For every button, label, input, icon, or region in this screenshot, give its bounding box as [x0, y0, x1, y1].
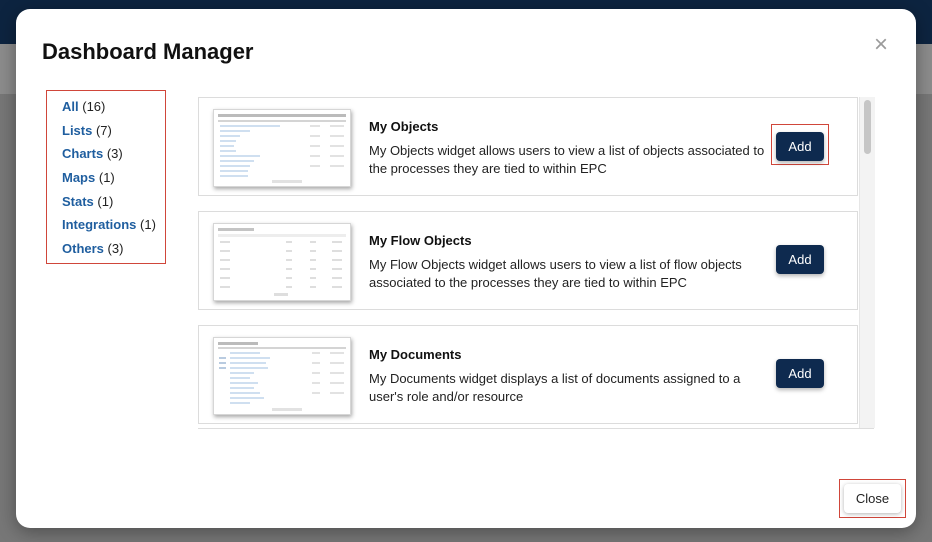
add-my-documents-button[interactable]: Add: [776, 359, 824, 388]
category-count: (16): [82, 99, 106, 114]
widget-title: My Objects: [369, 119, 439, 134]
category-link-lists[interactable]: Lists: [62, 122, 93, 138]
category-link-others[interactable]: Others: [62, 241, 104, 257]
widget-description: My Objects widget allows users to view a list of objects associated to the processes they are tied to within EPC: [369, 143, 765, 176]
widget-list: [198, 97, 874, 429]
add-my-objects-button[interactable]: Add: [776, 132, 824, 161]
widget-preview-image: [213, 223, 351, 301]
widget-card-my-flow-objects: [198, 211, 858, 310]
widget-preview-image: [213, 109, 351, 187]
category-link-stats[interactable]: Stats: [62, 193, 94, 209]
category-integrations: [62, 216, 156, 240]
close-button[interactable]: Close: [844, 484, 901, 513]
modal-title: Dashboard Manager: [42, 39, 254, 64]
category-maps: [62, 169, 156, 193]
category-all: [62, 98, 156, 122]
widget-description: My Documents widget displays a list of documents assigned to a user's role and/or resource: [369, 371, 741, 404]
category-stats: [62, 193, 156, 217]
scrollbar-thumb[interactable]: [864, 100, 871, 154]
category-count: (3): [107, 241, 124, 257]
widget-title: My Documents: [369, 347, 462, 362]
category-link-all[interactable]: All: [62, 99, 79, 114]
category-count: (7): [95, 122, 112, 138]
category-others: [62, 240, 156, 264]
widget-list-scrollbar[interactable]: [859, 97, 875, 428]
category-count: (1): [98, 170, 115, 186]
category-filter-list: [46, 90, 166, 264]
category-count: (1): [97, 193, 114, 209]
widget-title: My Flow Objects: [369, 233, 472, 248]
dashboard-manager-modal: [16, 9, 916, 528]
widget-preview-image: [213, 337, 351, 415]
category-link-charts[interactable]: Charts: [62, 146, 104, 162]
category-link-integrations[interactable]: Integrations: [62, 217, 137, 233]
widget-card-my-objects: [198, 97, 858, 196]
category-count: (1): [140, 217, 156, 233]
widget-card-my-documents: [198, 325, 858, 424]
widget-description: My Flow Objects widget allows users to view a list of flow objects associated to the processes they are tied to within EPC: [369, 257, 742, 290]
category-count: (3): [106, 146, 123, 162]
category-lists: [62, 122, 156, 146]
category-link-maps[interactable]: Maps: [62, 170, 96, 186]
category-charts: [62, 145, 156, 169]
add-my-flow-objects-button[interactable]: Add: [776, 245, 824, 274]
close-icon[interactable]: ×: [873, 31, 888, 58]
